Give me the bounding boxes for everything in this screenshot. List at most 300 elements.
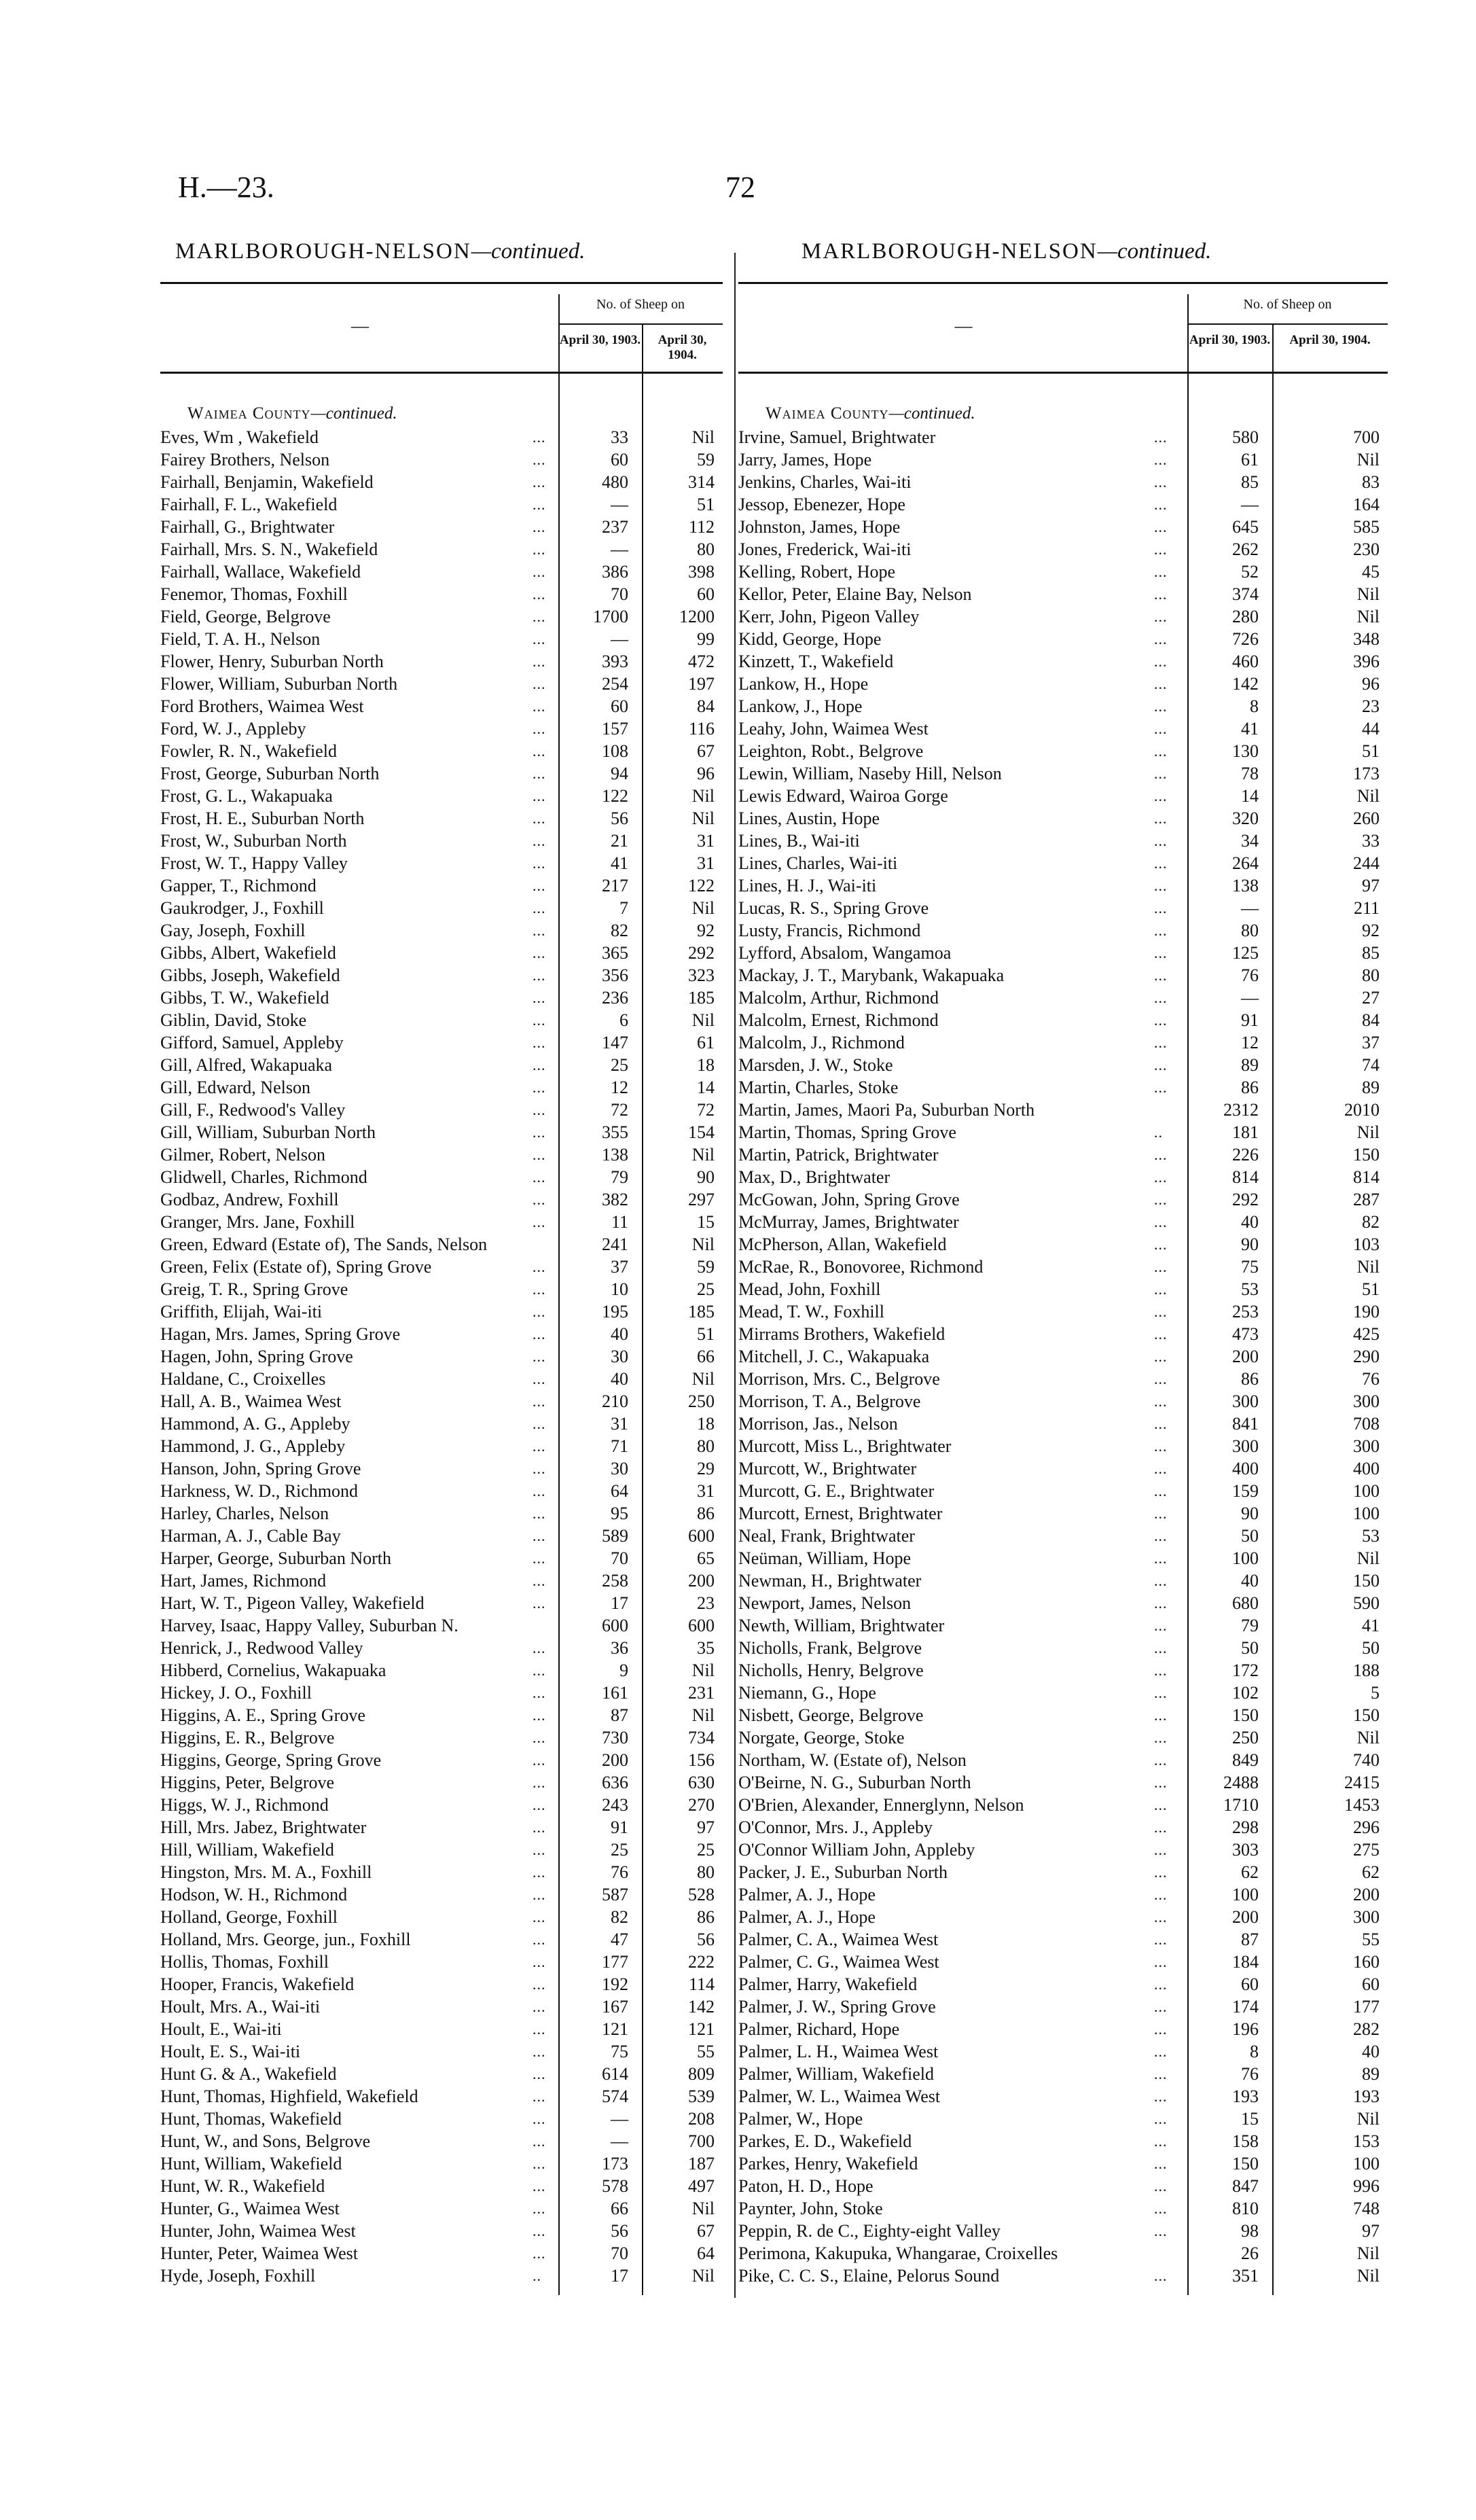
table-row xyxy=(160,1256,723,1278)
dot-leader: ... xyxy=(533,1415,546,1432)
owner-name: Higgins, E. R., Belgrove xyxy=(160,1728,335,1747)
table-row xyxy=(738,1906,1388,1928)
dot-leader: ... xyxy=(533,1258,546,1275)
sheep-1903: 614 xyxy=(602,2064,628,2084)
table-row xyxy=(160,874,723,897)
sheep-1904: 290 xyxy=(1353,1347,1380,1366)
sheep-1904: 53 xyxy=(1362,1526,1380,1546)
sheep-1903: 167 xyxy=(602,1997,628,2017)
dot-leader: ... xyxy=(533,2155,546,2172)
dot-leader: ... xyxy=(1154,1505,1168,1522)
sheep-1903: 172 xyxy=(1232,1661,1259,1680)
table-row xyxy=(738,807,1388,830)
table-row xyxy=(160,1188,723,1211)
sheep-1903: 8 xyxy=(1250,2042,1259,2061)
owner-name: Newport, James, Nelson xyxy=(738,1593,912,1613)
sheep-1903: 60 xyxy=(611,696,628,716)
sheep-1904: 748 xyxy=(1353,2199,1380,2218)
dot-leader: ... xyxy=(533,1527,546,1544)
sheep-count-header: No. of Sheep on xyxy=(1243,297,1332,312)
sheep-1904: 62 xyxy=(1362,1862,1380,1882)
sheep-1903: 56 xyxy=(611,809,628,828)
dot-leader: ... xyxy=(1154,518,1168,535)
dot-leader: ... xyxy=(1154,1909,1168,1926)
sheep-1904: 287 xyxy=(1353,1190,1380,1209)
owner-name: Martin, Charles, Stoke xyxy=(738,1078,899,1097)
dot-leader: ... xyxy=(1154,2043,1168,2060)
sheep-1903: 50 xyxy=(1241,1638,1259,1658)
sheep-1904: 700 xyxy=(1353,427,1380,447)
date-1904-header: April 30, 1904. xyxy=(658,333,707,362)
table-row xyxy=(738,1278,1388,1300)
table-row xyxy=(160,1592,723,1614)
table-row xyxy=(160,942,723,964)
column-divider xyxy=(734,253,736,2298)
dot-leader: ... xyxy=(533,989,546,1006)
sheep-1904: 25 xyxy=(697,1279,715,1299)
sheep-1904: Nil xyxy=(1356,1728,1380,1747)
sheep-1904: 29 xyxy=(697,1459,715,1478)
sheep-1904: 18 xyxy=(697,1414,715,1434)
sheep-1903: 25 xyxy=(611,1055,628,1075)
dot-leader: ... xyxy=(1154,1034,1168,1051)
name-column-header: — xyxy=(351,316,369,336)
owner-name: Hammond, A. G., Appleby xyxy=(160,1414,350,1434)
table-row xyxy=(160,807,723,830)
sheep-1903: — xyxy=(611,2109,628,2129)
owner-name: Mirrams Brothers, Wakefield xyxy=(738,1324,946,1344)
sheep-1904: 40 xyxy=(1362,2042,1380,2061)
table-row xyxy=(738,2085,1388,2108)
sheep-1904: 156 xyxy=(688,1750,715,1770)
sheep-1903: 75 xyxy=(611,2042,628,2061)
section-title-suffix: —continued. xyxy=(471,239,586,264)
owner-name: Hagan, Mrs. James, Spring Grove xyxy=(160,1324,401,1344)
owner-name: Hickey, J. O., Foxhill xyxy=(160,1683,312,1703)
sheep-1903: 40 xyxy=(611,1324,628,1344)
sheep-1903: 102 xyxy=(1232,1683,1259,1703)
owner-name: Hoult, E., Wai-iti xyxy=(160,2019,282,2039)
owner-name: Flower, William, Suburban North xyxy=(160,674,398,694)
dot-leader: ... xyxy=(533,1931,546,1948)
dot-leader: ... xyxy=(533,1326,546,1343)
table-row xyxy=(738,583,1388,605)
owner-name: Palmer, W. L., Waimea West xyxy=(738,2087,941,2106)
dot-leader: ... xyxy=(1154,541,1168,558)
sheep-1903: 158 xyxy=(1232,2131,1259,2151)
owner-name: Hunt, W. R., Wakefield xyxy=(160,2176,325,2196)
dot-leader: ... xyxy=(533,2245,546,2262)
dot-leader: ... xyxy=(533,451,546,468)
owner-name: Gill, Edward, Nelson xyxy=(160,1078,310,1097)
sheep-1903: 60 xyxy=(611,450,628,469)
table-row xyxy=(160,1749,723,1771)
owner-name: Hunter, G., Waimea West xyxy=(160,2199,340,2218)
dot-leader: ... xyxy=(1154,2222,1168,2239)
dot-leader: ... xyxy=(533,1729,546,1746)
dot-leader: ... xyxy=(533,1864,546,1881)
sheep-1904: 700 xyxy=(688,2131,715,2151)
sheep-1903: 195 xyxy=(602,1302,628,1321)
table-row xyxy=(160,919,723,942)
sheep-1903: 184 xyxy=(1232,1952,1259,1972)
owner-name: Gilmer, Robert, Nelson xyxy=(160,1145,326,1165)
sheep-1903: 78 xyxy=(1241,764,1259,783)
sheep-1904: 472 xyxy=(688,652,715,671)
dot-leader: ... xyxy=(1154,586,1168,603)
table-row xyxy=(160,695,723,717)
table-row xyxy=(160,1099,723,1121)
table-row xyxy=(160,897,723,919)
owner-name: Fairhall, Mrs. S. N., Wakefield xyxy=(160,539,378,559)
sheep-1904: 23 xyxy=(1362,696,1380,716)
sheep-1903: 125 xyxy=(1232,943,1259,963)
table-row xyxy=(160,1525,723,1547)
page-number: 72 xyxy=(725,171,755,204)
table-row xyxy=(738,1009,1388,1031)
owner-name: Pike, C. C. S., Elaine, Pelorus Sound xyxy=(738,2266,1000,2286)
owner-name: Hyde, Joseph, Foxhill xyxy=(160,2266,316,2286)
owner-name: Hibberd, Cornelius, Wakapuaka xyxy=(160,1661,386,1680)
table-row xyxy=(160,740,723,762)
sheep-1904: 31 xyxy=(697,831,715,851)
sheep-1903: 382 xyxy=(602,1190,628,1209)
sheep-1904: Nil xyxy=(691,2199,715,2218)
sheep-1903: 95 xyxy=(611,1504,628,1523)
table-row xyxy=(738,628,1388,650)
dot-leader: ... xyxy=(1154,810,1168,827)
owner-name: Fowler, R. N., Wakefield xyxy=(160,741,337,761)
sheep-1904: Nil xyxy=(1356,2243,1380,2263)
table-row xyxy=(738,1951,1388,1973)
owner-name: Lusty, Francis, Richmond xyxy=(738,921,921,940)
section-title xyxy=(802,239,1211,264)
table-row xyxy=(738,1749,1388,1771)
table-row xyxy=(160,2085,723,2108)
sheep-1904: 37 xyxy=(1362,1033,1380,1052)
sheep-1903: 85 xyxy=(1241,472,1259,492)
sheep-1904: 116 xyxy=(688,719,715,739)
sheep-1904: 211 xyxy=(1353,898,1380,918)
table-row xyxy=(160,1771,723,1794)
dot-leader: ... xyxy=(533,1348,546,1365)
sheep-1903: 473 xyxy=(1232,1324,1259,1344)
owner-name: Giblin, David, Stoke xyxy=(160,1010,307,1030)
sheep-1904: 400 xyxy=(1353,1459,1380,1478)
owner-name: Kelling, Robert, Hope xyxy=(738,562,896,582)
owner-name: Palmer, A. J., Hope xyxy=(738,1885,876,1904)
table-row xyxy=(738,1188,1388,1211)
dot-leader: ... xyxy=(1154,1796,1168,1813)
sheep-1904: 64 xyxy=(697,2243,715,2263)
table-row xyxy=(738,605,1388,628)
sheep-1904: 14 xyxy=(697,1078,715,1097)
sheep-1904: 300 xyxy=(1353,1907,1380,1927)
dot-leader: ... xyxy=(533,1124,546,1141)
sheep-1904: 585 xyxy=(1353,517,1380,537)
owner-name: Kinzett, T., Wakefield xyxy=(738,652,894,671)
sheep-1903: 130 xyxy=(1232,741,1259,761)
sheep-1903: 262 xyxy=(1232,539,1259,559)
owner-name: Ford Brothers, Waimea West xyxy=(160,696,364,716)
table-row xyxy=(160,1121,723,1143)
dot-leader: ... xyxy=(533,2222,546,2239)
sheep-table xyxy=(160,282,723,2293)
sheep-1903: — xyxy=(1241,898,1259,918)
sheep-1903: 365 xyxy=(602,943,628,963)
owner-name: Hanson, John, Spring Grove xyxy=(160,1459,361,1478)
sheep-1903: 810 xyxy=(1232,2199,1259,2218)
sheep-1904: 45 xyxy=(1362,562,1380,582)
owner-name: Peppin, R. de C., Eighty-eight Valley xyxy=(738,2221,1001,2241)
sheep-1904: 185 xyxy=(688,988,715,1008)
sheep-1904: Nil xyxy=(691,809,715,828)
sheep-1904: 297 xyxy=(688,1190,715,1209)
owner-name: Lankow, J., Hope xyxy=(738,696,863,716)
table-row xyxy=(738,1323,1388,1345)
sheep-1904: 80 xyxy=(697,539,715,559)
sheep-1904: Nil xyxy=(691,1010,715,1030)
sheep-1904: 86 xyxy=(697,1504,715,1523)
sheep-1903: 66 xyxy=(611,2199,628,2218)
table-row xyxy=(160,1614,723,1637)
table-row xyxy=(738,1816,1388,1839)
sheep-1903: 15 xyxy=(1241,2109,1259,2129)
dot-leader: ... xyxy=(533,877,546,894)
owner-name: Lucas, R. S., Spring Grove xyxy=(738,898,929,918)
sheep-1903: 47 xyxy=(611,1930,628,1949)
table-row xyxy=(160,1794,723,1816)
sheep-1903: 72 xyxy=(611,1100,628,1120)
sheep-1904: 260 xyxy=(1353,809,1380,828)
dot-leader: ... xyxy=(533,429,546,446)
sheep-1903: 355 xyxy=(602,1122,628,1142)
dot-leader: ... xyxy=(533,675,546,692)
sheep-1903: 580 xyxy=(1232,427,1259,447)
table-row xyxy=(160,1928,723,1951)
owner-name: Higgins, George, Spring Grove xyxy=(160,1750,382,1770)
document-code: H.—23. xyxy=(178,171,274,204)
table-row xyxy=(160,1973,723,1995)
dot-leader: ... xyxy=(1154,1326,1168,1343)
table-row xyxy=(160,1569,723,1592)
sheep-1904: 734 xyxy=(688,1728,715,1747)
sheep-1904: 99 xyxy=(697,629,715,649)
dot-leader: ... xyxy=(533,1281,546,1298)
sheep-1903: 17 xyxy=(611,1593,628,1613)
sheep-1903: 157 xyxy=(602,719,628,739)
owner-name: Neal, Frank, Brightwater xyxy=(738,1526,915,1546)
sheep-1903: 147 xyxy=(602,1033,628,1052)
owner-name: Murcott, Miss L., Brightwater xyxy=(738,1436,952,1456)
table-row xyxy=(160,852,723,874)
dot-leader: ... xyxy=(533,1191,546,1208)
table-row xyxy=(738,1928,1388,1951)
owner-name: Paton, H. D., Hope xyxy=(738,2176,874,2196)
dot-leader: ... xyxy=(533,1752,546,1769)
sheep-1904: 35 xyxy=(697,1638,715,1658)
owner-name: Holland, Mrs. George, jun., Foxhill xyxy=(160,1930,411,1949)
sheep-1904: 74 xyxy=(1362,1055,1380,1075)
county-name: Waimea County xyxy=(766,404,889,423)
dot-leader: ... xyxy=(533,1953,546,1970)
table-row xyxy=(160,493,723,516)
sheep-1904: 539 xyxy=(688,2087,715,2106)
table-row xyxy=(738,1861,1388,1883)
table-row xyxy=(160,1502,723,1525)
table-row xyxy=(160,2130,723,2152)
sheep-1903: 280 xyxy=(1232,607,1259,626)
owner-name: Fairhall, F. L., Wakefield xyxy=(160,495,338,514)
sheep-1903: 264 xyxy=(1232,853,1259,873)
sheep-1903: 30 xyxy=(611,1347,628,1366)
table-row xyxy=(738,1031,1388,1054)
sheep-1903: 161 xyxy=(602,1683,628,1703)
owner-name: Paynter, John, Stoke xyxy=(738,2199,883,2218)
owner-name: Newth, William, Brightwater xyxy=(738,1616,945,1635)
table-row xyxy=(160,1637,723,1659)
sheep-1904: 80 xyxy=(1362,965,1380,985)
sheep-1904: 600 xyxy=(688,1616,715,1635)
owner-name: Lines, B., Wai-iti xyxy=(738,831,860,851)
dot-leader: ... xyxy=(533,2088,546,2105)
sheep-1904: 193 xyxy=(1353,2087,1380,2106)
dot-leader: ... xyxy=(533,1213,546,1230)
owner-name: Malcolm, Ernest, Richmond xyxy=(738,1010,939,1030)
sheep-1903: 79 xyxy=(1241,1616,1259,1635)
dot-leader: ... xyxy=(533,2110,546,2127)
owner-name: Nisbett, George, Belgrove xyxy=(738,1705,924,1725)
sheep-1903: 320 xyxy=(1232,809,1259,828)
table-row xyxy=(160,1143,723,1166)
owner-name: O'Brien, Alexander, Ennerglynn, Nelson xyxy=(738,1795,1024,1815)
dot-leader: ... xyxy=(1154,451,1168,468)
dot-leader: ... xyxy=(1154,1348,1168,1365)
dot-leader: ... xyxy=(533,631,546,647)
dot-leader: ... xyxy=(1154,1864,1168,1881)
owner-name: Hunt, Thomas, Wakefield xyxy=(160,2109,342,2129)
sheep-1904: 121 xyxy=(688,2019,715,2039)
table-row xyxy=(160,1816,723,1839)
owner-name: Flower, Henry, Suburban North xyxy=(160,652,384,671)
table-row xyxy=(738,762,1388,785)
sheep-1903: 87 xyxy=(1241,1930,1259,1949)
owner-name: McMurray, James, Brightwater xyxy=(738,1212,959,1232)
section-title-text: MARLBOROUGH-NELSON xyxy=(175,239,471,264)
sheep-1904: 55 xyxy=(1362,1930,1380,1949)
table-row xyxy=(160,1211,723,1233)
sheep-1904: 15 xyxy=(697,1212,715,1232)
table-top-rule xyxy=(738,282,1388,284)
sheep-1903: 34 xyxy=(1241,831,1259,851)
owner-name: Hunt, Thomas, Highfield, Wakefield xyxy=(160,2087,418,2106)
sheep-1904: 1453 xyxy=(1344,1795,1380,1815)
dot-leader: ... xyxy=(533,1909,546,1926)
dot-leader: ... xyxy=(1154,1527,1168,1544)
owner-name: Holland, George, Foxhill xyxy=(160,1907,338,1927)
owner-name: Gibbs, Albert, Wakefield xyxy=(160,943,336,963)
owner-name: Hammond, J. G., Appleby xyxy=(160,1436,346,1456)
sheep-1903: 50 xyxy=(1241,1526,1259,1546)
table-row xyxy=(738,785,1388,807)
dot-leader: ... xyxy=(533,2043,546,2060)
sheep-1904: 86 xyxy=(697,1907,715,1927)
table-row xyxy=(160,1166,723,1188)
sheep-1903: 258 xyxy=(602,1571,628,1591)
table-row xyxy=(738,1300,1388,1323)
header-bottom-rule xyxy=(160,372,723,374)
header-bottom-rule xyxy=(738,372,1388,374)
table-row xyxy=(738,1682,1388,1704)
sheep-1903: 37 xyxy=(611,1257,628,1277)
sheep-1904: 1200 xyxy=(679,607,715,626)
sheep-1903: 62 xyxy=(1241,1862,1259,1882)
table-row xyxy=(738,1726,1388,1749)
dot-leader: ... xyxy=(533,1101,546,1118)
owner-name: Palmer, L. H., Waimea West xyxy=(738,2042,939,2061)
sheep-1903: 480 xyxy=(602,472,628,492)
sheep-1903: 41 xyxy=(1241,719,1259,739)
table-row xyxy=(738,1099,1388,1121)
dot-leader: ... xyxy=(1154,2178,1168,2195)
table-row xyxy=(738,471,1388,493)
table-row xyxy=(160,1413,723,1435)
sheep-1903: 26 xyxy=(1241,2243,1259,2263)
dot-leader: ... xyxy=(1154,1662,1168,1679)
table-row xyxy=(738,2108,1388,2130)
sheep-1904: 425 xyxy=(1353,1324,1380,1344)
table-row xyxy=(738,1368,1388,1390)
dot-leader: ... xyxy=(1154,1639,1168,1656)
sheep-1903: 14 xyxy=(1241,786,1259,806)
owner-name: Field, T. A. H., Nelson xyxy=(160,629,321,649)
sheep-1904: 2010 xyxy=(1344,1100,1380,1120)
owner-name: Palmer, Harry, Wakefield xyxy=(738,1974,918,1994)
dot-leader: ... xyxy=(1154,1617,1168,1634)
dot-leader: ... xyxy=(533,1370,546,1387)
table-row xyxy=(738,1211,1388,1233)
table-row xyxy=(160,1906,723,1928)
owner-name: Gill, F., Redwood's Valley xyxy=(160,1100,346,1120)
table-row xyxy=(738,2265,1388,2287)
dot-leader: ... xyxy=(533,1572,546,1589)
table-row xyxy=(160,717,723,740)
dot-leader: ... xyxy=(533,1460,546,1477)
sheep-1904: 83 xyxy=(1362,472,1380,492)
owner-name: Hunt, William, Wakefield xyxy=(160,2154,342,2173)
owner-name: Mackay, J. T., Marybank, Wakapuaka xyxy=(738,965,1005,985)
sheep-1903: 64 xyxy=(611,1481,628,1501)
sheep-1904: 76 xyxy=(1362,1369,1380,1389)
dot-leader: ... xyxy=(1154,832,1168,849)
owner-name: Hunt G. & A., Wakefield xyxy=(160,2064,337,2084)
sheep-1904: 44 xyxy=(1362,719,1380,739)
owner-name: Harley, Charles, Nelson xyxy=(160,1504,329,1523)
sheep-1903: 100 xyxy=(1232,1548,1259,1568)
sheep-1903: 181 xyxy=(1232,1122,1259,1142)
dot-leader: ... xyxy=(533,474,546,491)
dot-leader: ... xyxy=(533,900,546,917)
owner-name: Kerr, John, Pigeon Valley xyxy=(738,607,920,626)
dot-leader: .. xyxy=(1154,1124,1163,1141)
owner-name: Perimona, Kakupuka, Whangarae, Croixelles xyxy=(738,2243,1058,2263)
owner-name: Hunter, John, Waimea West xyxy=(160,2221,356,2241)
sheep-1903: 374 xyxy=(1232,584,1259,604)
dot-leader: ... xyxy=(533,1886,546,1903)
dot-leader: ... xyxy=(1154,1752,1168,1769)
sheep-1903: 138 xyxy=(1232,876,1259,895)
sheep-1904: 89 xyxy=(1362,1078,1380,1097)
